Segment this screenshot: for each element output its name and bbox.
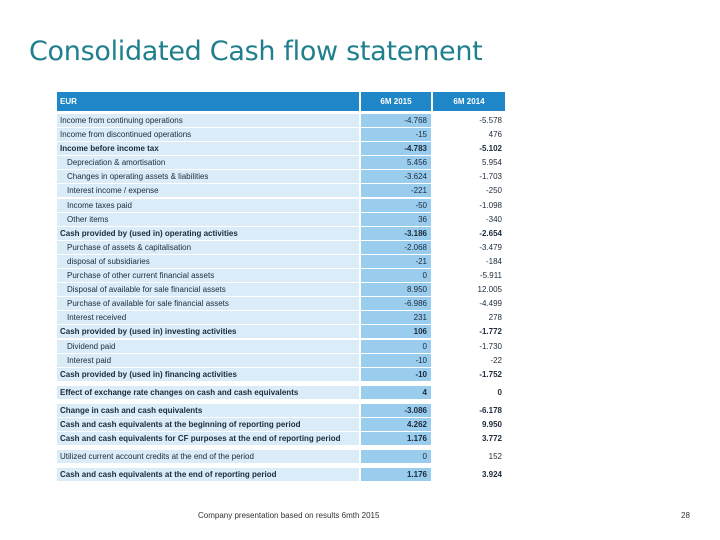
value-2015: 8.950: [361, 283, 431, 297]
table-row: [57, 227, 505, 241]
value-2014: 12.005: [431, 283, 505, 297]
table-row: [57, 432, 505, 446]
row-label: Cash provided by (used in) investing activities: [57, 325, 359, 339]
value-2015: 0: [361, 340, 431, 354]
table-row: [57, 255, 505, 269]
row-label: Other items: [57, 213, 359, 227]
table-row: [57, 354, 505, 368]
value-2015: -10: [361, 368, 431, 382]
table-row: [57, 114, 505, 128]
row-label: Interest income / expense: [57, 184, 359, 198]
table-row: [57, 418, 505, 432]
page-title: Consolidated Cash flow statement: [29, 36, 483, 67]
value-2015: -4.768: [361, 114, 431, 128]
value-2015: -221: [361, 184, 431, 198]
row-label: Effect of exchange rate changes on cash and cash equivalents: [57, 386, 359, 400]
value-2014: -5.578: [431, 114, 505, 128]
value-2015: 0: [361, 269, 431, 283]
row-label: Cash provided by (used in) operating activities: [57, 227, 359, 241]
value-2015: -10: [361, 354, 431, 368]
table-row: [57, 404, 505, 418]
row-label: Purchase of other current financial assets: [57, 269, 359, 283]
value-2015: -3.186: [361, 227, 431, 241]
table-row: [57, 325, 505, 339]
page-number: 28: [681, 511, 690, 520]
header-col-2014: 6M 2014: [433, 92, 505, 112]
value-2015: 1.176: [361, 468, 431, 482]
value-2014: -2.654: [431, 227, 505, 241]
value-2015: 5.456: [361, 156, 431, 170]
row-label: Cash and cash equivalents at the beginning of reporting period: [57, 418, 359, 432]
table-row: [57, 269, 505, 283]
value-2014: 3.924: [431, 468, 505, 482]
row-label: Disposal of available for sale financial assets: [57, 283, 359, 297]
value-2015: 0: [361, 450, 431, 464]
table-row: [57, 199, 505, 213]
table-row: [57, 156, 505, 170]
value-2015: 36: [361, 213, 431, 227]
value-2014: 476: [431, 128, 505, 142]
cash-flow-table: [57, 92, 505, 482]
value-2015: 4: [361, 386, 431, 400]
row-label: Depreciation & amortisation: [57, 156, 359, 170]
value-2015: 231: [361, 311, 431, 325]
table-row: [57, 128, 505, 142]
row-label: Cash and cash equivalents for CF purposes at the end of reporting period: [57, 432, 359, 446]
value-2014: -340: [431, 213, 505, 227]
value-2014: 152: [431, 450, 505, 464]
value-2014: -4.499: [431, 297, 505, 311]
row-label: Income before income tax: [57, 142, 359, 156]
value-2015: -3.086: [361, 404, 431, 418]
value-2014: -184: [431, 255, 505, 269]
value-2014: 3.772: [431, 432, 505, 446]
value-2014: -6.178: [431, 404, 505, 418]
table-row: [57, 170, 505, 184]
footer-text: Company presentation based on results 6mth 2015: [198, 511, 380, 520]
value-2015: -3.624: [361, 170, 431, 184]
table-row: [57, 340, 505, 354]
value-2015: -21: [361, 255, 431, 269]
row-label: Cash and cash equivalents at the end of reporting period: [57, 468, 359, 482]
table-row: [57, 311, 505, 325]
value-2015: 106: [361, 325, 431, 339]
value-2015: 4.262: [361, 418, 431, 432]
row-label: Utilized current account credits at the end of the period: [57, 450, 359, 464]
value-2014: -5.102: [431, 142, 505, 156]
row-label: Cash provided by (used in) financing activities: [57, 368, 359, 382]
row-label: Income from discontinued operations: [57, 128, 359, 142]
value-2014: -1.772: [431, 325, 505, 339]
table-row: [57, 213, 505, 227]
table-row: [57, 450, 505, 464]
table-row: [57, 297, 505, 311]
value-2015: -15: [361, 128, 431, 142]
table-row: [57, 368, 505, 382]
value-2014: -1.752: [431, 368, 505, 382]
row-label: Purchase of assets & capitalisation: [57, 241, 359, 255]
value-2014: 5.954: [431, 156, 505, 170]
table-row: [57, 142, 505, 156]
value-2014: 0: [431, 386, 505, 400]
row-label: Interest paid: [57, 354, 359, 368]
value-2015: -6.986: [361, 297, 431, 311]
value-2015: -4.783: [361, 142, 431, 156]
value-2014: 9.950: [431, 418, 505, 432]
value-2015: -2.068: [361, 241, 431, 255]
row-label: Income from continuing operations: [57, 114, 359, 128]
row-label: Change in cash and cash equivalents: [57, 404, 359, 418]
header-label: EUR: [57, 92, 359, 112]
value-2015: 1.176: [361, 432, 431, 446]
value-2014: -5.911: [431, 269, 505, 283]
table-header-row: [57, 92, 505, 112]
table-row: [57, 184, 505, 198]
value-2014: -3.479: [431, 241, 505, 255]
value-2014: -1.730: [431, 340, 505, 354]
row-label: Changes in operating assets & liabilities: [57, 170, 359, 184]
table-row: [57, 283, 505, 297]
value-2015: -50: [361, 199, 431, 213]
value-2014: -22: [431, 354, 505, 368]
value-2014: -250: [431, 184, 505, 198]
row-label: Purchase of available for sale financial assets: [57, 297, 359, 311]
table-row: [57, 241, 505, 255]
row-label: Dividend paid: [57, 340, 359, 354]
table-row: [57, 386, 505, 400]
row-label: Income taxes paid: [57, 199, 359, 213]
value-2014: 278: [431, 311, 505, 325]
header-col-2015: 6M 2015: [361, 92, 431, 112]
row-label: disposal of subsidiaries: [57, 255, 359, 269]
value-2014: -1.098: [431, 199, 505, 213]
value-2014: -1.703: [431, 170, 505, 184]
table-row: [57, 468, 505, 482]
row-label: Interest received: [57, 311, 359, 325]
